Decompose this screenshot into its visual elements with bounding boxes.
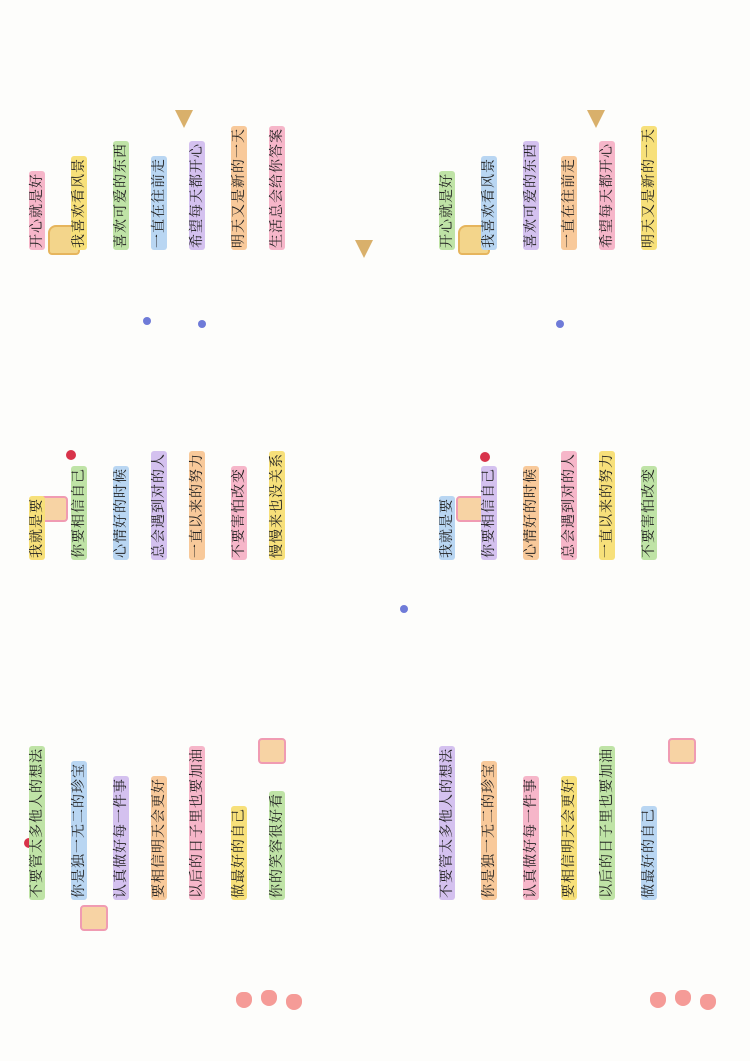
ice-cream-icon bbox=[587, 110, 605, 128]
left-column-line: 我喜欢看风景 bbox=[71, 158, 87, 248]
right-column-line: 喜欢可爱的东西 bbox=[523, 143, 539, 248]
left-column-line: 你是独一无二的珍宝 bbox=[71, 763, 87, 898]
cherry-icon bbox=[480, 452, 490, 462]
right-column-line: 你是独一无二的珍宝 bbox=[481, 763, 497, 898]
blueberry-icon bbox=[400, 605, 408, 613]
right-column-line: 一直以来的努力 bbox=[599, 453, 615, 558]
left-column-line: 喜欢可爱的东西 bbox=[113, 143, 129, 248]
strawberry-icon bbox=[675, 990, 691, 1006]
left-column-line: 不要害怕改变 bbox=[231, 468, 247, 558]
left-column-line: 一直以来的努力 bbox=[189, 453, 205, 558]
strawberry-icon bbox=[650, 992, 666, 1008]
strawberry-icon bbox=[700, 994, 716, 1010]
strawberry-icon bbox=[286, 994, 302, 1010]
right-column-line: 我喜欢看风景 bbox=[481, 158, 497, 248]
right-column-line: 开心就是好 bbox=[439, 173, 455, 248]
right-column-line: 认真做好每一件事 bbox=[523, 778, 539, 898]
right-column-line: 你要相信自己 bbox=[481, 468, 497, 558]
left-column-line: 心情好的时候 bbox=[113, 468, 129, 558]
left-column-line: 要相信明天会更好 bbox=[151, 778, 167, 898]
blueberry-icon bbox=[143, 317, 151, 325]
blueberry-icon bbox=[198, 320, 206, 328]
cherry-icon bbox=[66, 450, 76, 460]
right-column-line: 一直在往前走 bbox=[561, 158, 577, 248]
right-column-line: 心情好的时候 bbox=[523, 468, 539, 558]
left-column-line: 做最好的自己 bbox=[231, 808, 247, 898]
left-column-line: 认真做好每一件事 bbox=[113, 778, 129, 898]
left-column-line: 一直在往前走 bbox=[151, 158, 167, 248]
strawberry-icon bbox=[261, 990, 277, 1006]
right-column-line: 以后的日子里也要加油 bbox=[599, 748, 615, 898]
left-column-line: 你的笑容很好看 bbox=[269, 793, 285, 898]
left-column-line: 慢慢来也没关系 bbox=[269, 453, 285, 558]
left-column-line: 以后的日子里也要加油 bbox=[189, 748, 205, 898]
left-column-line: 总会遇到对的人 bbox=[151, 453, 167, 558]
cake-icon bbox=[80, 905, 108, 931]
right-column-line: 不要管太多他人的想法 bbox=[439, 748, 455, 898]
right-column-line: 要相信明天会更好 bbox=[561, 778, 577, 898]
right-column-line: 希望每天都开心 bbox=[599, 143, 615, 248]
left-column-line: 不要管太多他人的想法 bbox=[29, 748, 45, 898]
blueberry-icon bbox=[556, 320, 564, 328]
left-column-line: 希望每天都开心 bbox=[189, 143, 205, 248]
ice-cream-icon bbox=[175, 110, 193, 128]
latte-icon bbox=[668, 738, 696, 764]
right-column-line: 总会遇到对的人 bbox=[561, 453, 577, 558]
left-column-line: 我就是要 bbox=[29, 498, 45, 558]
left-column-line: 你要相信自己 bbox=[71, 468, 87, 558]
right-column-line: 不要害怕改变 bbox=[641, 468, 657, 558]
strawberry-icon bbox=[236, 992, 252, 1008]
left-column-line: 明天又是新的一天 bbox=[231, 128, 247, 248]
right-column-line: 做最好的自己 bbox=[641, 808, 657, 898]
latte-icon bbox=[258, 738, 286, 764]
left-column-line: 开心就是好 bbox=[29, 173, 45, 248]
right-column-line: 明天又是新的一天 bbox=[641, 128, 657, 248]
ice-cream-icon bbox=[355, 240, 373, 258]
left-column-line: 生活总会给你答案 bbox=[269, 128, 285, 248]
right-column-line: 我就是要 bbox=[439, 498, 455, 558]
